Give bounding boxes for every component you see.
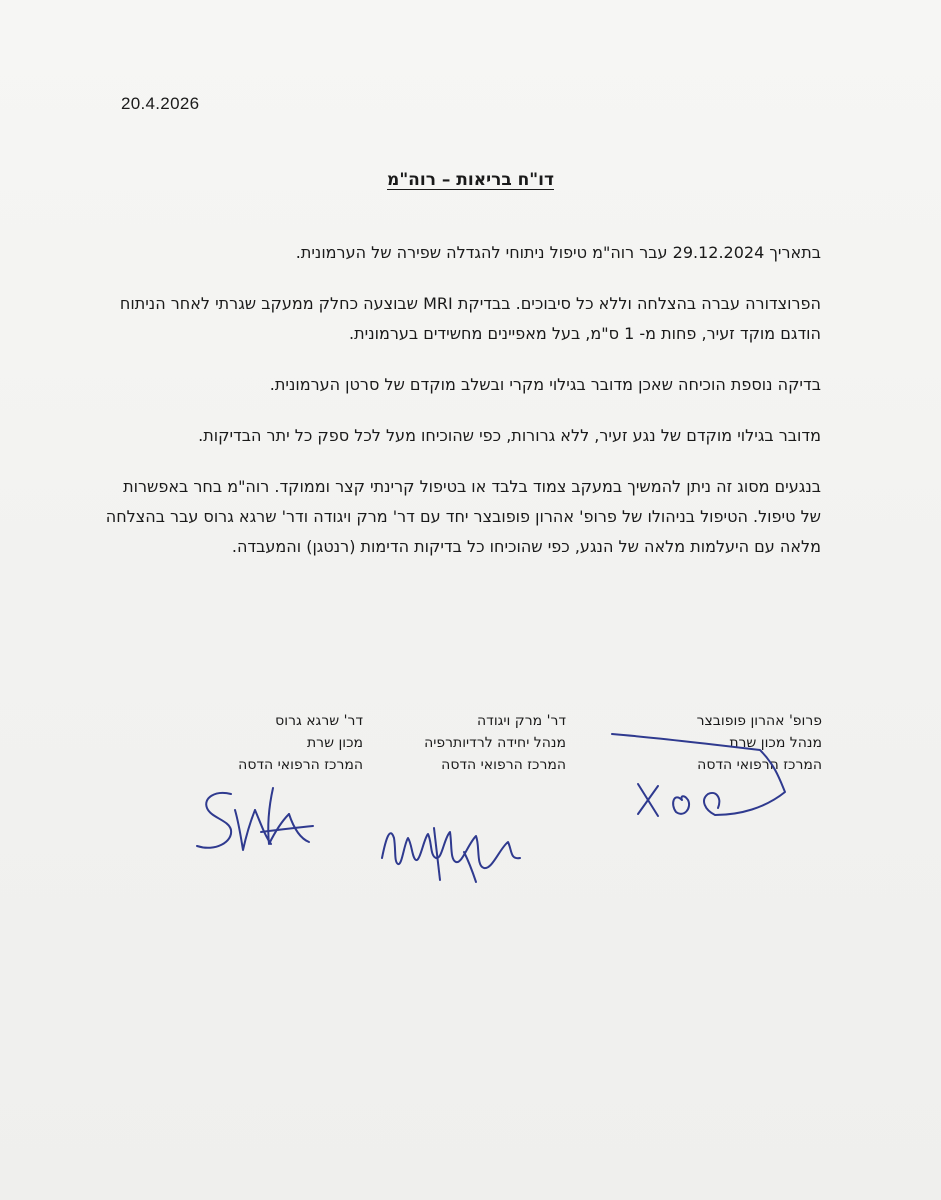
signatory-popovtzer [602,710,822,776]
signature-gross-mark [185,780,325,860]
signatory-gross [143,710,363,776]
document-title-text: דו"ח בריאות – רוה"מ [387,170,554,190]
document-body [100,238,821,583]
signatory-institution: המרכז הרפואי הדסה [238,757,363,773]
paragraph-treatment: בנגעים מסוג זה ניתן להמשיך במעקב צמוד בלבד או בטיפול קרינתי קצר וממוקד. רוה"מ בחר באפשרות של טיפול. הטיפול בניהולו של פרופ' אהרון פופובצר יחד עם דר' מרק ויגודה ודר' שרגא גרוס עבר בהצלחה מלאה עם היעלמות מלאה של הנגע, כפי שהוכיחו כל בדיקות הדימות (רנטגן) והמעבדה. [105,477,821,556]
signatory-institution: המרכז הרפואי הדסה [441,757,566,773]
signature-vigoda-mark [372,808,532,888]
document-title [0,170,941,190]
signatory-vigoda [346,710,566,776]
signatory-role: מנהל יחידה לרדיותרפיה [424,735,566,751]
signatory-institution: המרכז הרפואי הדסה [697,757,822,773]
signatory-role: מכון שרת [306,735,363,751]
paragraph-mri-finding: הפרוצדורה עברה בהצלחה וללא כל סיבוכים. בבדיקת MRI שבוצעה כחלק ממעקב שגרתי לאחר הניתוח הודגם מוקד זעיר, פחות מ- 1 ס"מ, בעל מאפיינים מחשידים בערמונית. [119,294,821,343]
document-date: 20.4.2026 [121,94,200,113]
signatory-name: פרופ' אהרון פופובצר [696,713,822,729]
paragraph-early-detection: מדובר בגילוי מוקדם של נגע זעיר, ללא גרורות, כפי שהוכיחו מעל לכל ספק כל יתר הבדיקות. [198,426,821,445]
signatory-name: דר' מרק ויגודה [477,713,566,729]
paragraph-diagnosis: בדיקה נוספת הוכיחה שאכן מדובר בגילוי מקרי ובשלב מוקדם של סרטן הערמונית. [269,375,821,394]
paragraph-surgery: בתאריך 29.12.2024 עבר רוה"מ טיפול ניתוחי להגדלה שפירה של הערמונית. [295,243,821,262]
signatory-role: מנהל מכון שרת [729,735,822,751]
signatory-name: דר' שרגא גרוס [275,713,363,729]
